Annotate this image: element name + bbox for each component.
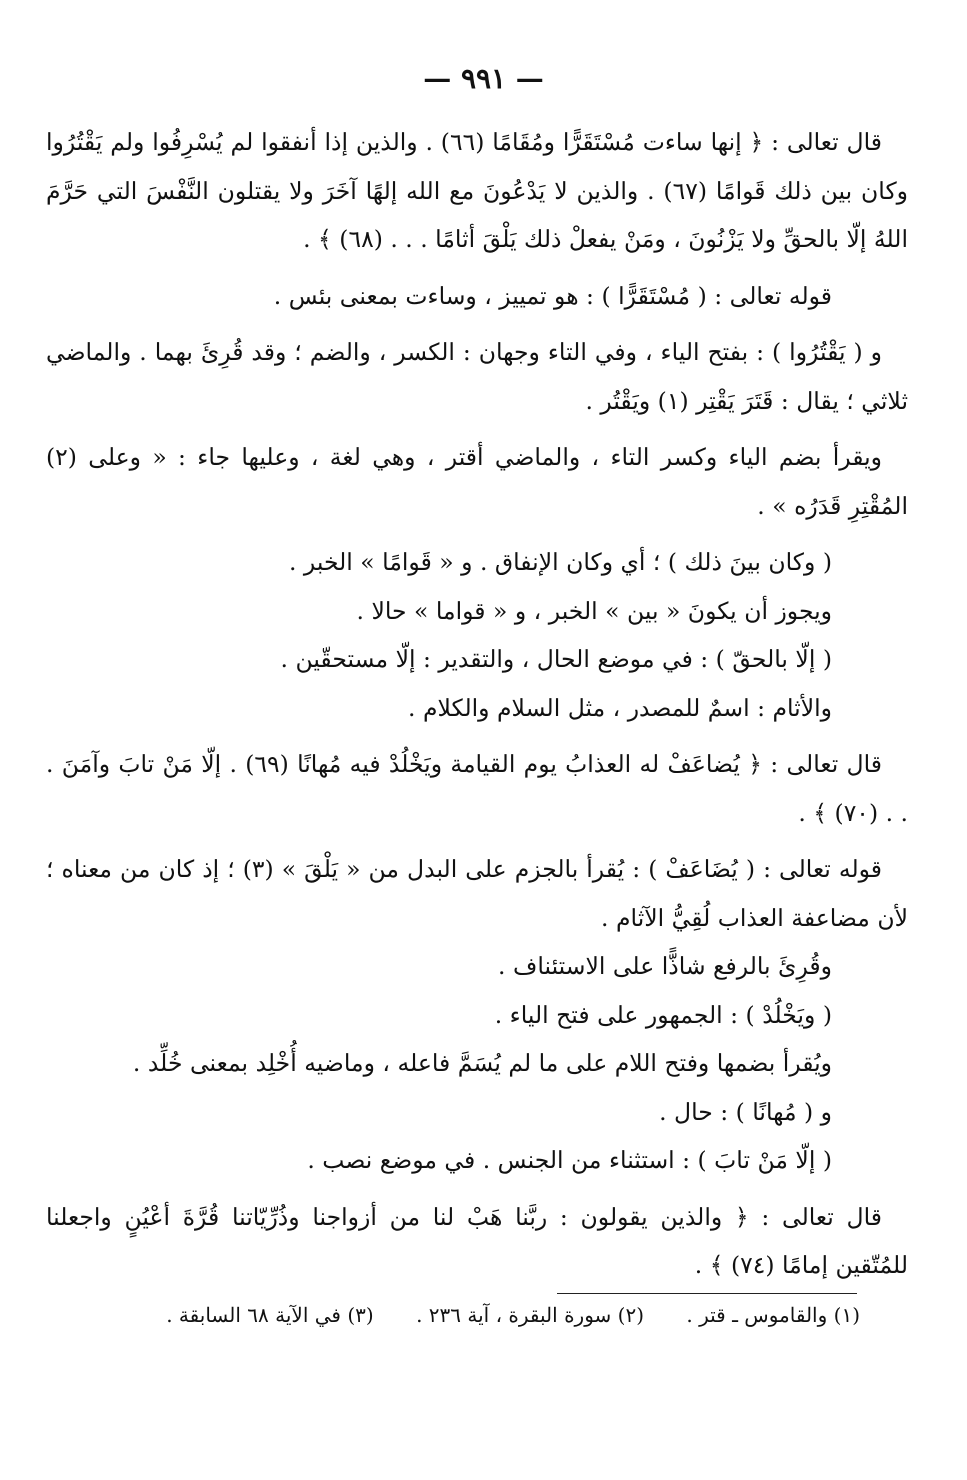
footnote: (٢) سورة البقرة ، آية ٢٣٦ . xyxy=(416,1303,645,1327)
page-number: — ٩٩١ — xyxy=(423,62,544,95)
footnotes xyxy=(60,1300,860,1330)
commentary-paragraph: قوله تعالى : ( يُضَاعَفْ ) : يُقرأ بالجزم على البدل من « يَلْقَ » (٣) ؛ إذ كان من معناه ؛ لأن مضاعفة العذاب لُقِيُّ الآثام . xyxy=(46,855,908,932)
verse-paragraph: قال تعالى : ﴿ إنها ساءت مُسْتَقَرًّا ومُقَامًا (٦٦) . والذين إذا أنفقوا لم يُسْرِفُوا ولم يَقْتُرُوا وكان بين ذلك قَوامًا (٦٧) . والذين لا يَدْعُونَ مع الله إلهًا آخَرَ ولا يقتلون النَّفْسَ التي حَرَّمَ اللهُ إلّا بالحقِّ ولا يَزْنُونَ ، ومَنْ يفعلْ ذلك يَلْقَ أثامًا . . . (٦٨) ﴾ . xyxy=(46,128,908,253)
commentary-paragraph: ويجوز أن يكونَ « بين » الخبر ، و « قواما » حالا . xyxy=(356,596,832,625)
commentary-paragraph: ( ويَخْلُدْ ) : الجمهور على فتح الياء . xyxy=(494,1000,832,1029)
verse-paragraph: قال تعالى : ﴿ والذين يقولون : ربَّنا هَبْ لنا من أزواجنا وذُرِّيّاتنا قُرَّةَ أعْيُنٍ واجعلنا للمُتّقين إمامًا (٧٤) ﴾ . xyxy=(46,1202,908,1279)
commentary-paragraph: و ( مُهانًا ) : حال . xyxy=(659,1097,832,1126)
commentary-paragraph: ( إلّا مَنْ تابَ ) : استثناء من الجنس . في موضع نصب . xyxy=(307,1146,832,1174)
footnote-divider xyxy=(557,1293,857,1294)
commentary-paragraph: ( إلّا بالحقّ ) : في موضع الحال ، والتقدير : إلّا مستحقّين . xyxy=(280,645,832,673)
verse-paragraph: قال تعالى : ﴿ يُضاعَفْ له العذابُ يوم القيامة ويَخْلُدْ فيه مُهانًا (٦٩) . إلّا مَنْ تابَ وآمَنَ . . . (٧٠) ﴾ . xyxy=(46,750,908,827)
main-text xyxy=(46,118,908,1290)
commentary-paragraph: ويُقرأ بضمها وفتح اللام على ما لم يُسَمَّ فاعله ، وماضيه أُخْلِد بمعنى خُلِّد . xyxy=(132,1049,832,1077)
footnote: (٣) في الآية ٦٨ السابقة . xyxy=(166,1303,374,1327)
commentary-paragraph: و ( يَقْتُرُوا ) : بفتح الياء ، وفي التاء وجهان : الكسر ، والضم ؛ وقد قُرِئَ بهما . والماضي ثلاثي ؛ يقال : قَتَرَ يَقْتِر (١) ويَقْتُر . xyxy=(46,338,908,415)
commentary-paragraph: قوله تعالى : ( مُسْتَقَرًّا ) : هو تمييز ، وساءت بمعنى بئس . xyxy=(273,281,832,310)
commentary-paragraph: ( وكان بينَ ذلك ) ؛ أي وكان الإنفاق . و « قَوامًا » الخبر . xyxy=(288,548,832,576)
commentary-paragraph: وقُرِئَ بالرفع شاذًّا على الاستئناف . xyxy=(498,952,832,980)
commentary-paragraph: ويقرأ بضم الياء وكسر التاء ، والماضي أقتر ، وهي لغة ، وعليها جاء : « وعلى (٢) المُقْتِرِ قَدَرُه » . xyxy=(46,443,908,520)
footnote: (١) والقاموس ـ قتر . xyxy=(686,1303,860,1327)
commentary-paragraph: والأثام : اسمٌ للمصدر ، مثل السلام والكلام . xyxy=(408,693,832,722)
